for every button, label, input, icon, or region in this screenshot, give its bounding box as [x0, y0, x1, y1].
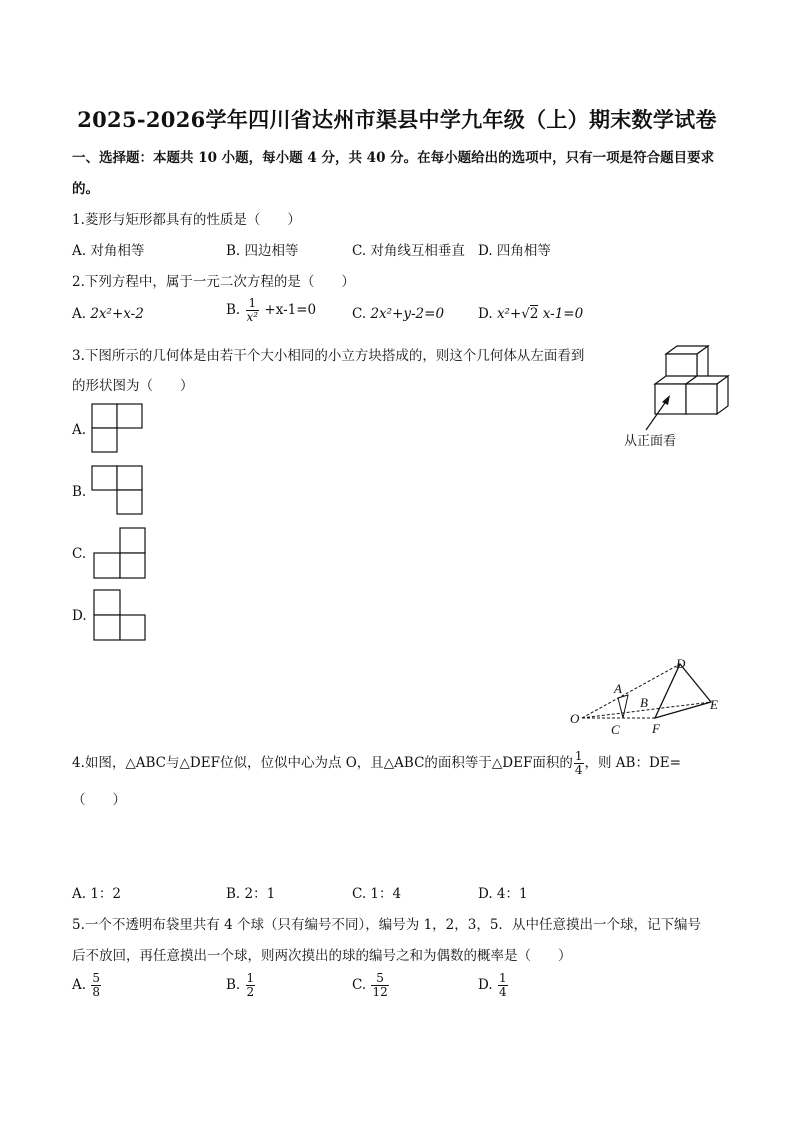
q4-stem-pre: 4.如图，△ABC与△DEF位似，位似中心为点 O，且△ABC的面积等于△DEF面积的 [72, 755, 573, 771]
q4-option-a[interactable]: A. 1：2 [72, 886, 122, 902]
q5-option-b-label: B. [226, 977, 241, 993]
q3-option-a-figure[interactable] [92, 404, 144, 454]
q5-option-c-den: 12 [372, 985, 388, 999]
q2-option-b-den: x² [246, 310, 259, 324]
q2-option-a-label: A. [72, 306, 87, 322]
q3-option-c-label[interactable]: C. [72, 546, 87, 562]
q1-option-b[interactable]: B. 四边相等 [226, 243, 299, 259]
q3-option-b-figure[interactable] [92, 466, 144, 516]
q4-frac-num: 1 [574, 749, 583, 763]
q2-option-c-label: C. [352, 306, 367, 322]
point-label-b: B [640, 695, 648, 710]
q5-option-d-num: 1 [498, 971, 507, 985]
q5-option-d-den: 4 [498, 985, 507, 999]
q4-option-b[interactable]: B. 2：1 [226, 886, 276, 902]
q5-option-c-fraction [371, 972, 388, 999]
q1-stem: 1.菱形与矩形都具有的性质是（ ） [72, 212, 301, 228]
q3-option-b-label[interactable]: B. [72, 484, 87, 500]
section-header-line2: 的。 [72, 181, 99, 197]
section-header-line1: 一、选择题：本题共 10 小题，每小题 4 分，共 40 分。在每小题给出的选项中，只有一项是符合题目要求 [72, 150, 715, 166]
q5-option-c-label: C. [352, 977, 367, 993]
point-label-e: E [710, 697, 718, 712]
q4-fraction [574, 750, 584, 777]
q2-option-d-label: D. [478, 306, 493, 322]
q5-option-b-den: 2 [246, 985, 255, 999]
q3-stem-line2: 的形状图为（ ） [72, 378, 194, 394]
bottom-right-cube [686, 376, 728, 414]
q2-option-b-fraction [246, 297, 260, 324]
q2-option-d-pre: x²+ [496, 306, 522, 322]
q1-option-a[interactable]: A. 对角相等 [72, 243, 145, 259]
q3-option-d-label[interactable]: D. [72, 608, 87, 624]
point-label-c: C [611, 722, 620, 737]
q5-option-a-den: 8 [92, 985, 100, 999]
q2-option-b[interactable] [226, 297, 316, 324]
q3-option-c-figure[interactable] [94, 528, 148, 580]
q4-option-c[interactable]: C. 1：4 [352, 886, 402, 902]
q3-option-d-figure[interactable] [94, 590, 148, 642]
q2-option-b-label: B. [226, 302, 241, 318]
q4-homothety-figure [566, 655, 736, 740]
q4-stem [72, 750, 681, 777]
ray-od [582, 664, 680, 718]
q5-option-b-num: 1 [246, 971, 255, 985]
q5-option-a-fraction [91, 972, 101, 999]
q5-option-a[interactable] [72, 972, 102, 999]
q1-option-c[interactable]: C. 对角线互相垂直 [352, 243, 465, 259]
q3-stem-line1: 3.下图所示的几何体是由若干个大小相同的小立方块搭成的，则这个几何体从左面看到 [72, 348, 585, 364]
q4-frac-den: 4 [574, 763, 583, 777]
sqrt-sign-icon: √ [521, 306, 530, 322]
q5-option-d[interactable] [478, 972, 509, 999]
q2-option-c[interactable] [352, 306, 444, 322]
q5-option-c-num: 5 [371, 972, 388, 986]
point-label-a: A [614, 681, 622, 696]
q2-stem: 2.下列方程中，属于一元二次方程的是（ ） [72, 274, 355, 290]
q2-option-b-num: 1 [246, 297, 260, 311]
q5-option-a-num: 5 [92, 971, 100, 985]
q4-stem-line2: （ ） [72, 792, 126, 808]
q5-option-a-label: A. [72, 977, 87, 993]
q2-option-c-expr: 2x²+y-2=0 [370, 306, 445, 322]
q4-option-d[interactable]: D. 4：1 [478, 886, 528, 902]
q2-option-d[interactable] [478, 306, 583, 322]
q4-stem-post: ，则 AB：DE= [584, 755, 681, 771]
q2-option-a-expr: 2x²+x-2 [90, 306, 144, 322]
page-title: 2025-2026学年四川省达州市渠县中学九年级（上）期末数学试卷 [77, 107, 717, 132]
q5-stem-line1: 5.一个不透明布袋里共有 4 个球（只有编号不同），编号为 1，2，3，5．从中任意摸出一个球，记下编号 [72, 917, 701, 933]
point-label-f: F [652, 721, 660, 736]
view-caption: 从正面看 [624, 434, 677, 449]
q3-option-a-label[interactable]: A. [72, 422, 87, 438]
q5-option-b[interactable] [226, 972, 256, 999]
q1-option-d[interactable]: D. 四角相等 [478, 243, 551, 259]
q2-option-d-rest: x-1=0 [542, 306, 584, 322]
q2-option-d-sqrt: 2 [529, 306, 539, 322]
triangle-abc [618, 695, 628, 718]
point-label-d: D [676, 656, 686, 671]
q5-option-d-label: D. [478, 977, 493, 993]
q5-option-c[interactable] [352, 972, 390, 999]
point-label-o: O [570, 711, 580, 726]
q2-option-a[interactable] [72, 306, 144, 322]
triangle-def [655, 664, 711, 718]
q5-option-b-fraction [246, 972, 256, 999]
q5-option-d-fraction [498, 972, 508, 999]
q2-option-b-rest: +x-1=0 [264, 302, 317, 318]
q5-stem-line2: 后不放回，再任意摸出一个球，则两次摸出的球的编号之和为偶数的概率是（ ） [72, 948, 572, 964]
